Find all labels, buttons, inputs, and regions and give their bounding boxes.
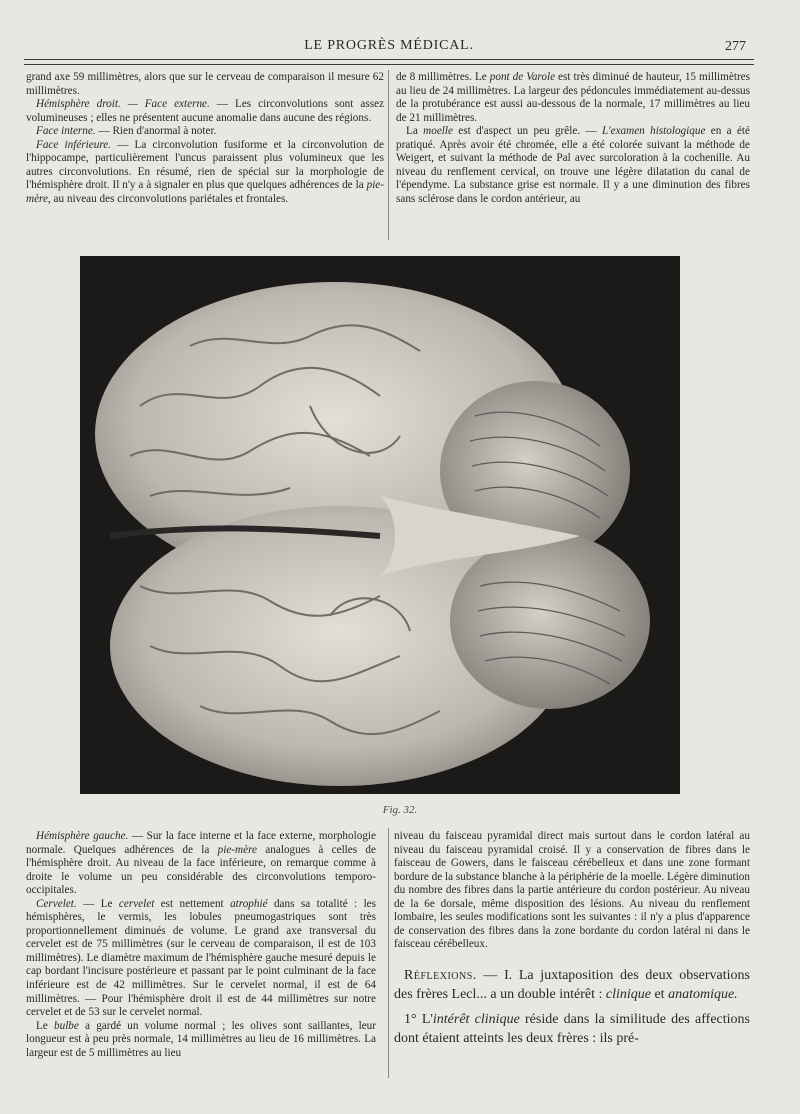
brain-photograph xyxy=(80,256,680,794)
column-divider xyxy=(388,70,389,240)
paragraph: Face interne. — Rien d'anormal à noter. xyxy=(36,125,217,138)
section-heading: Face interne. xyxy=(36,125,96,138)
top-left-column xyxy=(26,71,384,206)
paragraph: 1° L'intérêt clinique réside dans la similitude des affections dont étaient atteints les deux frères : ils pré- xyxy=(394,1011,750,1046)
section-heading: Hémisphère gauche. xyxy=(36,830,129,842)
paragraph: Hémisphère gauche. — Sur la face interne et la face externe, morphologie normale. Quelques adhérences de la pie-mère analogues à celles de l'hémisphère droit. Au niveau de la face inférieure, on remarque comme à droite le volume un peu considérable des circonvolutions temporo-occipitales. xyxy=(26,830,376,897)
section-heading: Réflexions. xyxy=(404,967,477,983)
section-heading: Cervelet. xyxy=(36,897,77,910)
bottom-right-column xyxy=(394,830,750,1048)
paragraph: niveau du faisceau pyramidal direct mais surtout dans le cordon latéral au niveau du faisceau pyramidal croisé. Il y a conservation de fibres dans le faisceau de Gowers, dans le faisceau cérébelleux et dans une zone formant bordure de la substance blanche à la périphérie de la moelle. Légère diminution du nombre des fibres dans la partie antérieure du cordon postérieur. Au niveau de la 6e dorsale, même disposition des lésions. Au niveau du renflement lombaire, les seules modifications sont les suivantes : il n'y a plus d'apparence de conservation des fibres dans la zone bordante du cordon latéral ni dans le faisceau cérébelleux. xyxy=(394,830,750,951)
paragraph: Le bulbe a gardé un volume normal ; les olives sont saillantes, leur longueur est à peu près normale, 14 millimètres au lieu de 16 millimètres. La largeur est de 5 millimètres au lieu xyxy=(26,1019,376,1059)
cerebellum-lower xyxy=(450,533,650,709)
paragraph: La moelle est d'aspect un peu grêle. — L'examen histologique en a été pratiqué. Après avoir été chromée, elle a été colorée suivant la méthode de Weigert, et suivant la méthode de Pal avec surcoloration à la cochenille. Au niveau du renflement cervical, on trouve une légère dilatation du canal de l'épendyme. La substance grise est normale. Il y a une diminution des fibres sans sclérose dans le cordon antérieur, au xyxy=(396,125,750,205)
paragraph: Cervelet. — Le cervelet est nettement atrophié dans sa totalité : les hémisphères, le vermis, les lobules pneumogastriques sont très proportionnellement diminués de volume. Le grand axe transversal du cervelet est de 75 millimètres (sur le cerveau de comparaison, il est de 103 millimètres). Le diamètre maximum de l'hémisphère gauche mesuré depuis le cap bordant l'incisure postérieure et passant par le point culminant de la face inférieure est de 42 millimètres. Sur le cervelet normal, il est de 64 millimètres. — Pour l'hémisphère droit il est de 44 millimètres sur notre cervelet et de 53 sur le cervelet normal. xyxy=(26,897,376,1019)
top-right-column xyxy=(396,71,750,206)
header-rule-thin xyxy=(24,64,754,65)
paragraph: de 8 millimètres. Le pont de Varole est très diminué de hauteur, 15 millimètres au lieu de 24 millimètres. La largeur des pédoncules immédiatement au-dessus de la protubérance est aussi au-dessous de la normale, 17 millimètres au lieu de 21 millimètres. xyxy=(396,71,750,124)
running-title: LE PROGRÈS MÉDICAL. xyxy=(304,38,474,53)
header-rule xyxy=(24,59,754,60)
paragraph: Réflexions. — I. La juxtaposition des deux observations des frères Lecl... a un double intérêt : clinique et anatomique. xyxy=(394,967,750,1002)
column-divider xyxy=(388,828,389,1078)
paragraph: Face inférieure. — La circonvolution fusiforme et la circonvolution de l'hippocampe, particulièrement l'uncus paraissent plus volumineux que les autres circonvolutions. En résumé, rien de spécial sur la morphologie de l'hémisphère droit. Il n'y a à signaler en plus que quelques adhérences de la pie-mère, au niveau des circonvolutions pariétales et frontales. xyxy=(26,138,385,205)
page-header xyxy=(24,36,754,58)
paragraph: grand axe 59 millimètres, alors que sur le cerveau de comparaison il mesure 62 millimètres. xyxy=(26,71,384,97)
section-heading: Face inférieure. xyxy=(36,138,112,151)
brain-illustration xyxy=(80,256,680,794)
bottom-left-column xyxy=(26,830,376,1060)
paragraph: Hémisphère droit. — Face externe. — Les circonvolutions sont assez volumineuses ; elles ne présentent aucune anomalie dans aucune des régions. xyxy=(26,98,384,124)
page-number: 277 xyxy=(725,39,746,54)
section-heading: Hémisphère droit. — Face externe. xyxy=(36,98,210,111)
figure-caption: Fig. 32. xyxy=(382,804,418,816)
